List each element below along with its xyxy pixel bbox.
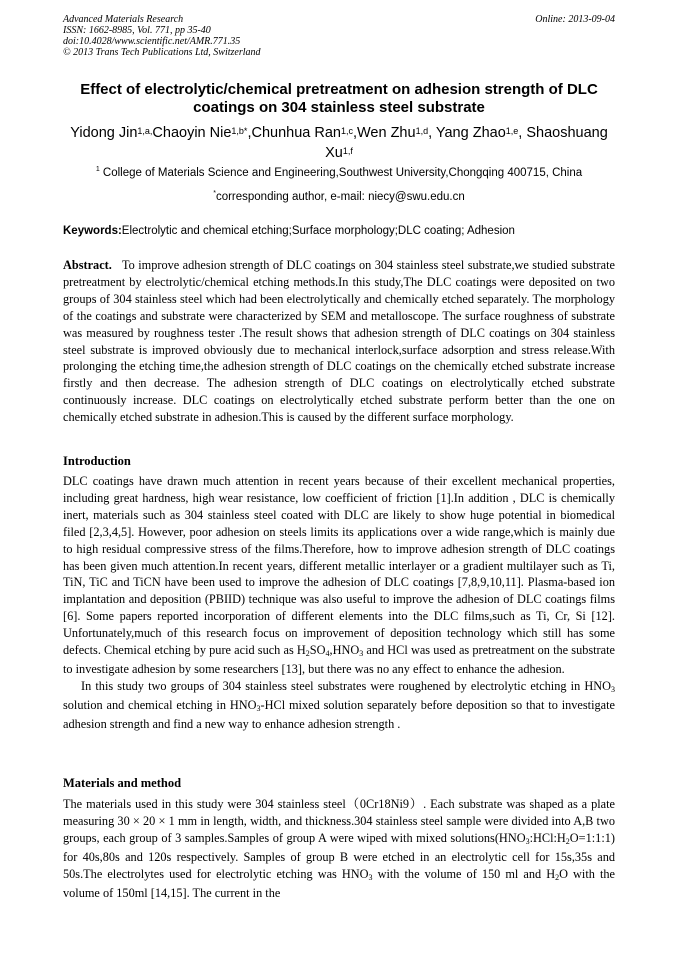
subscript: 2 — [555, 872, 560, 882]
paper-title: Effect of electrolytic/chemical pretreatment on adhesion strength of DLC coatings on 304 stainless steel substrate — [80, 81, 598, 116]
author-affil-mark: 1,c — [340, 126, 353, 136]
text-run: DLC coatings have drawn much attention in recent years because of their excellent mechanical properties, including great hardness, high wear resistance, low coefficient of friction [1].In addition , DLC is chemically inert, materials such as 304 stainless steel coated with DLC are likely to show huge potential in biomedical filed [2,3,4,5]. However, poor adhesion on steels limits its applications over a wide range,which is mainly due to high residual compressive stress of the films.Therefore, how to improve adhesion strength of DLC coatings has been given much attention.In recent years, different metallic interlayer or a gradient multilayer such as Ti, TiN, TiC and TiCN have been used to improve the adhesion of DLC coatings [7,8,9,10,11]. Plasma-based ion implantation and deposition (PBIID) technique was also useful to improve the adhesion of DLC coatings films [6]. Some papers reported incorporation of different elements into the DLC films,such as Ti, Cr, Si [12]. Unfortunately,much of this research focus on improvement of deposition technology which still has some defects. Chemical etching by pure acid such as H — [63, 474, 615, 658]
online-date: Online: 2013-09-04 — [535, 14, 615, 25]
author-name: , Shaoshuang Xu — [325, 125, 608, 161]
abstract-label: Abstract. — [63, 258, 112, 272]
text-run: In this study two groups of 304 stainless steel substrates were roughened by electrolytic etching in HNO — [81, 678, 611, 693]
text-run: solution and chemical etching in HNO — [63, 697, 257, 712]
materials-heading: Materials and method — [63, 776, 182, 790]
materials-paragraph — [63, 796, 615, 901]
text-run: O=1:1:1) for 40s,80s and 120s respectively. Samples of group B were etched in an electrolytic cell for 15s,35s and 50s.The electrolytes used for electrolytic etching was HNO — [63, 830, 615, 881]
text-run: and HCl was used as pretreatment on the substrate to investigate adhesion by some researchers [13], but there was no any effect to enhance the adhesion. — [63, 643, 615, 676]
author-name: ,Wen Zhu — [352, 125, 416, 141]
text-run: with the volume of 150 ml and H — [372, 866, 556, 881]
text-run: ,HNO — [329, 643, 360, 658]
subscript: 3 — [256, 703, 261, 713]
text-run: :HCl:H — [529, 830, 566, 845]
affiliation — [60, 166, 618, 180]
author-name: ,Chunhua Ran — [247, 125, 341, 141]
journal-issn: ISSN: 1662-8985, Vol. 771, pp 35-40 — [63, 25, 211, 36]
materials-body — [63, 796, 615, 901]
subscript: 3 — [359, 649, 364, 659]
introduction-heading: Introduction — [63, 454, 131, 468]
author-affil-mark: 1,d — [415, 126, 429, 136]
keywords — [63, 224, 615, 238]
introduction-paragraph — [63, 473, 615, 678]
journal-doi: doi:10.4028/www.scientific.net/AMR.771.35 — [63, 36, 241, 47]
journal-copyright: © 2013 Trans Tech Publications Ltd, Switzerland — [63, 47, 261, 58]
subscript: 3 — [525, 836, 530, 846]
abstract-text: To improve adhesion strength of DLC coatings on 304 stainless steel substrate,we studied substrate pretreatment by electrolytic/chemical etching methods.In this study,The DLC coatings were deposited on two groups of 304 stainless steel which had been electrolytically and chemically etched separately. The morphology of the coatings and substrate were characterized by SEM and metalloscope. The surface roughness of substrate was measured by roughness tester .The result shows that adhesion strength of DLC coatings on 304 stainless steel substrate is improved obviously due to mechanical interlock,surface adsorption and stress release.With prolonging the etching time,the adhesion strength of DLC coatings on the chemically etched substrate increase firstly and then decrease. The adhesion strength of DLC coatings on electrolytically etched substrate continuously increase. DLC coatings on electrolytically etched substrate perform better than the one on chemically etched substrate in adhesion.This is caused by the different surface morphology. — [63, 258, 615, 425]
corresponding-author — [60, 190, 618, 204]
author-affil-mark: 1,a, — [137, 126, 153, 136]
affiliation-text: College of Materials Science and Engineering,Southwest University,Chongqing 400715, China — [99, 167, 583, 179]
keywords-text: Electrolytic and chemical etching;Surface morphology;DLC coating; Adhesion — [121, 225, 515, 237]
text-run: The materials used in this study were 304 stainless steel（0Cr18Ni9）. Each substrate was shaped as a plate measuring 30 × 20 × 1 mm in length, width, and thickness.304 stainless steel sample were divided into A,B two groups, each group of 3 samples.Samples of group A were wiped with mixed solutions(HNO — [63, 797, 615, 845]
subscript: 3 — [368, 872, 373, 882]
corresponding-text: corresponding author, e-mail: niecy@swu.edu.cn — [215, 191, 465, 203]
subscript: 2 — [305, 649, 310, 659]
author-list — [60, 123, 618, 163]
abstract — [63, 257, 615, 426]
text-run: O with the volume of 150ml [14,15]. The current in the — [63, 866, 615, 900]
journal-name: Advanced Materials Research — [63, 14, 184, 25]
author-affil-mark: 1,e — [505, 126, 519, 136]
author-name: , Yang Zhao — [428, 125, 506, 141]
affiliation-mark: 1 — [95, 166, 100, 173]
corresponding-mark: * — [213, 190, 216, 197]
text-run: -HCl mixed solution separately before deposition so that to investigate adhesion strength and find a new way to enhance adhesion strength . — [63, 697, 615, 731]
introduction-paragraph — [63, 678, 615, 733]
author-name: Yidong Jin — [70, 125, 138, 141]
subscript: 2 — [565, 836, 570, 846]
journal-header — [63, 14, 615, 58]
text-run: SO — [309, 643, 326, 658]
introduction-body — [63, 473, 615, 733]
subscript: 3 — [611, 684, 615, 694]
author-affil-mark: 1,b* — [231, 126, 248, 136]
author-name: Chaoyin Nie — [152, 125, 232, 141]
subscript: 4 — [325, 649, 330, 659]
author-affil-mark: 1,f — [342, 146, 353, 156]
keywords-label: Keywords: — [63, 225, 122, 237]
